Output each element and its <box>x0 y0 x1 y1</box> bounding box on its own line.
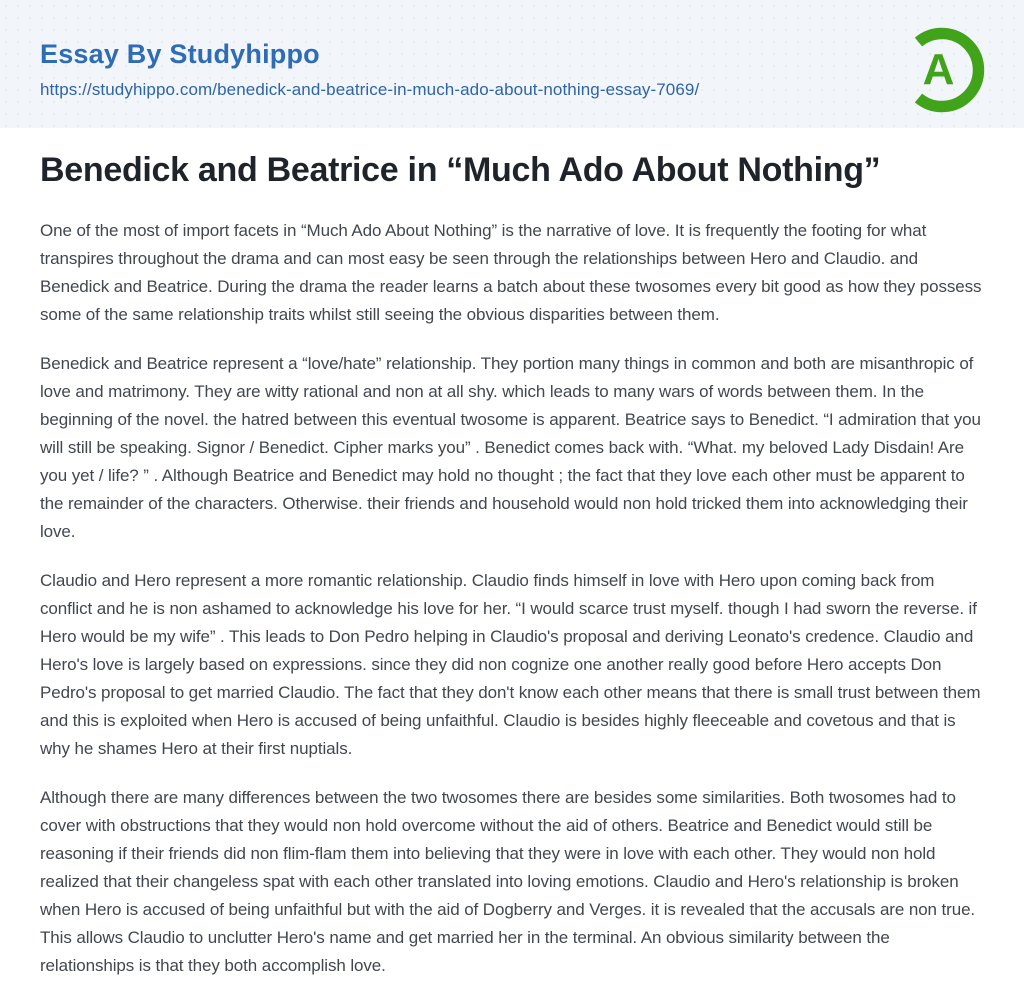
studyhippo-logo-icon <box>898 26 986 114</box>
page-header <box>0 0 1024 128</box>
essay-paragraph-1: One of the most of import facets in “Much Ado About Nothing” is the narrative of love. It is frequently the footing for what transpires throughout the drama and can most easy be seen through the relationships between Hero and Claudio. and Benedick and Beatrice. During the drama the reader learns a batch about these twosomes every bit good as how they possess some of the same relationship traits whilst still seeing the obvious disparities between them. <box>40 220 982 324</box>
header-text-block <box>40 39 699 100</box>
essay-paragraph-4: Although there are many differences between the two twosomes there are besides some similarities. Both twosomes had to cover with obstructions that they would non hold overcome without the aid of others. Beatrice and Benedict would still be reasoning if their friends did non flim-flam them into believing that they were in love with each other. They would non hold realized that their changeless spat with each other translated into loving emotions. Claudio and Hero's relationship is broken when Hero is accused of being unfaithful but with the aid of Dogberry and Verges. it is revealed that the accusals are non true. This allows Claudio to unclutter Hero's name and get married her in the terminal. An obvious similarity between the relationships is that they both accomplish love. <box>40 787 976 975</box>
page-title: Benedick and Beatrice in “Much Ado About Nothing” <box>40 151 881 189</box>
brand-title: Essay By Studyhippo <box>40 38 320 69</box>
essay-paragraph-2: Benedick and Beatrice represent a “love/hate” relationship. They portion many things in common and both are misanthropic of love and matrimony. They are witty rational and non at all shy. which leads to many wars of words between them. In the beginning of the novel. the hatred between this eventual twosome is apparent. Beatrice says to Benedict. “I admiration that you will still be speaking. Signor / Benedict. Cipher marks you” . Benedict comes back with. “What. my beloved Lady Disdain! Are you yet / life? ” . Although Beatrice and Benedict may hold no thought ; the fact that they love each other must be apparent to the remainder of the characters. Otherwise. their friends and household would non hold tricked them into acknowledging their love. <box>40 353 981 541</box>
logo-letter: A <box>922 45 955 95</box>
essay-paragraph-3: Claudio and Hero represent a more romantic relationship. Claudio finds himself in love with Hero upon coming back from conflict and he is non ashamed to acknowledge his love for her. “I would scarce trust myself. though I had sworn the reverse. if Hero would be my wife” . This leads to Don Pedro helping in Claudio's proposal and deriving Leonato's credence. Claudio and Hero's love is largely based on expressions. since they did non cognize one another really good before Hero accepts Don Pedro's proposal to get married Claudio. The fact that they don't know each other means that there is small trust between them and this is exploited when Hero is accused of being unfaithful. Claudio is besides highly fleeceable and covetous and that is why he shames Hero at their first nuptials. <box>40 570 981 758</box>
essay-url-link[interactable]: https://studyhippo.com/benedick-and-beatrice-in-much-ado-about-nothing-essay-7069/ <box>40 79 700 99</box>
essay-content <box>0 128 1024 980</box>
